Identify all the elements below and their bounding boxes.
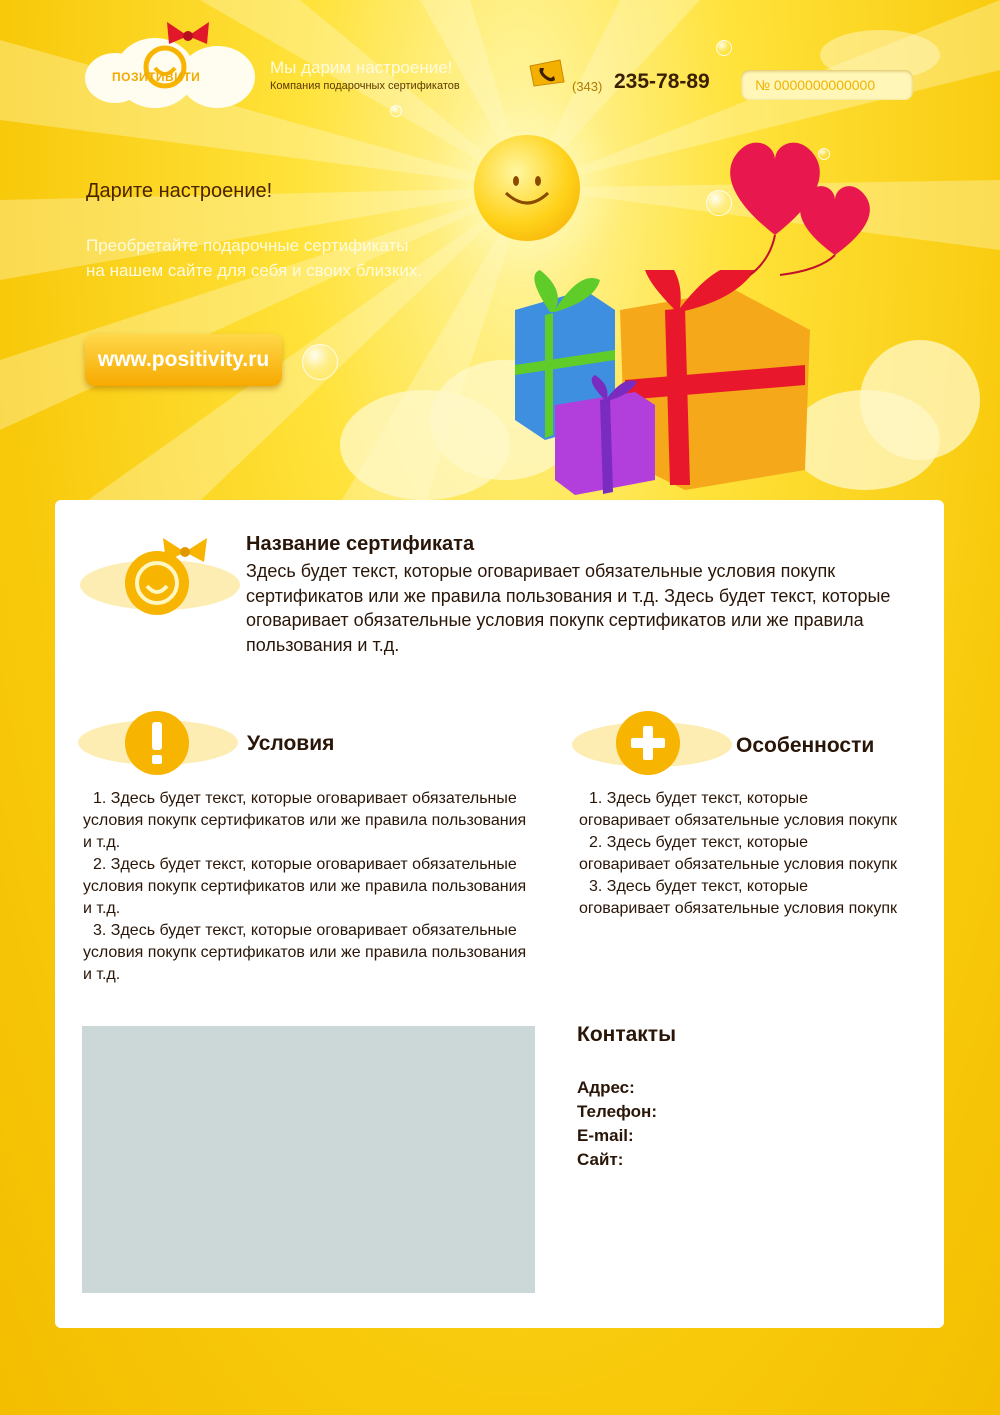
phone-number[interactable]: 235-78-89 [614, 70, 710, 93]
bow-icon [160, 532, 210, 572]
certificate-text: Здесь будет текст, которые оговаривает обязательные условия покупк сертификатов или же правила пользования и т.д. Здесь будет текст, которые оговаривает обязательные условия покупк сертификатов или же правила пользования и т.д. [246, 561, 891, 655]
email-label: E-mail: [577, 1126, 634, 1145]
logo[interactable] [85, 28, 260, 108]
certificate-number-field[interactable]: № 0000000000000 [741, 70, 913, 100]
tagline: Мы дарим настроение! [270, 58, 453, 77]
list-item: 1. Здесь будет текст, которые оговаривает обязательные условия покупк сертификатов или же правила пользования и т.д. [83, 790, 527, 851]
logo-text: ПОЗИТИВИТИ [112, 70, 201, 84]
conditions-title: Условия [247, 732, 335, 755]
list-item: 3. Здесь будет текст, которые оговаривает обязательные условия покупк сертификатов или же правила пользования и т.д. [83, 922, 527, 983]
cloud [860, 340, 980, 460]
subtagline: Компания подарочных сертификатов [270, 80, 460, 92]
phone-label: Телефон: [577, 1102, 657, 1121]
bow-icon [163, 18, 213, 54]
list-item: 2. Здесь будет текст, которые оговаривает обязательные условия покупк сертификатов или же правила пользования и т.д. [83, 856, 527, 917]
conditions-list [83, 788, 538, 986]
hero-title: Дарите настроение! [86, 180, 273, 202]
list-item: 1. Здесь будет текст, которые оговаривает обязательные условия покупк [579, 790, 898, 829]
list-item: 3. Здесь будет текст, которые оговаривает обязательные условия покупк [579, 878, 898, 917]
address-label: Адрес: [577, 1078, 635, 1097]
site-button[interactable]: www.positivity.ru [85, 334, 282, 386]
bubble [390, 105, 402, 117]
phone-code: (343) [572, 79, 603, 94]
sun-smiley-icon [474, 135, 580, 241]
contacts-title: Контакты [577, 1023, 677, 1046]
heart-balloon-icon [720, 130, 880, 280]
plus-icon [613, 708, 683, 778]
list-item: 2. Здесь будет текст, которые оговаривает обязательные условия покупк [579, 834, 898, 873]
features-list [579, 788, 899, 920]
image-placeholder [82, 1026, 535, 1293]
gift-boxes-icon [505, 270, 845, 500]
hero-text: Преобретайте подарочные сертификаты на нашем сайте для себя и своих близких. [86, 236, 423, 280]
exclamation-icon [122, 708, 192, 778]
certificate-title: Название сертификата [246, 533, 475, 555]
bubble [302, 344, 338, 380]
features-title: Особенности [736, 734, 875, 757]
site-label: Сайт: [577, 1150, 624, 1169]
phone-icon [526, 58, 566, 88]
bubble [716, 40, 732, 56]
